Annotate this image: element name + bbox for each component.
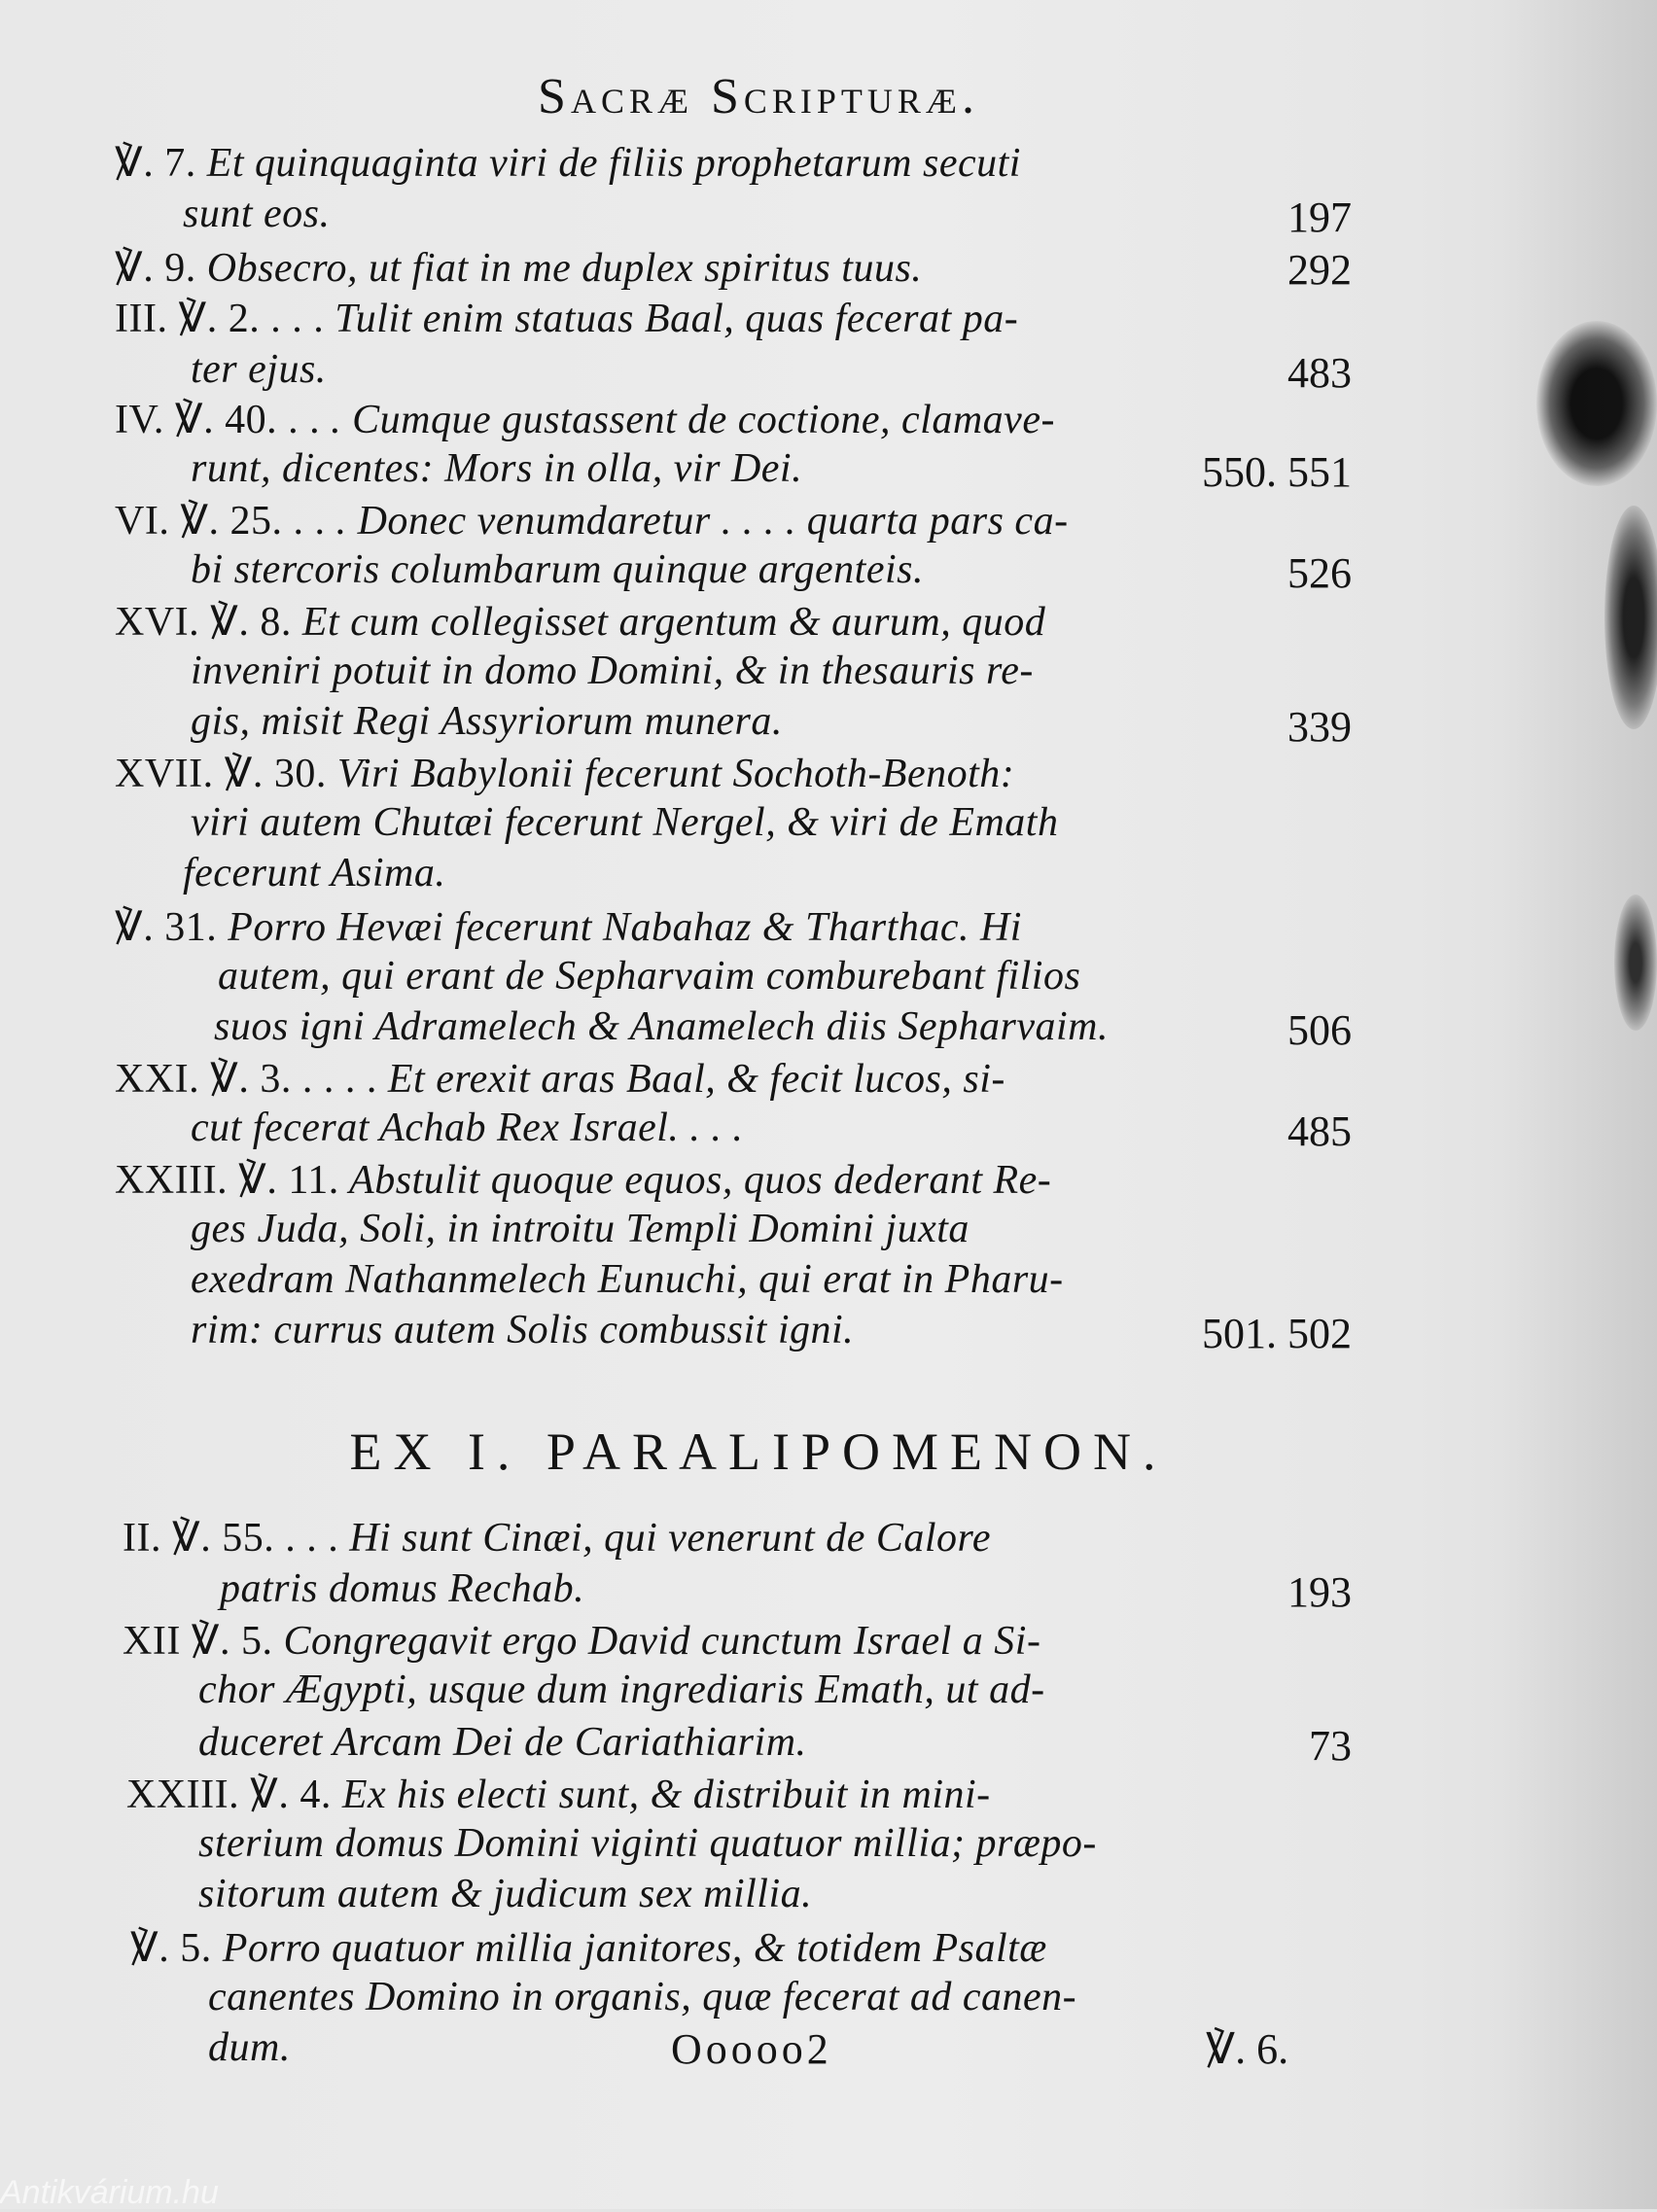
- verse-reference: II. ℣. 55. . . .: [123, 1516, 339, 1561]
- text-line: [220, 1565, 584, 1612]
- line-text: Et quinquaginta viri de filiis prophetarum secuti: [206, 141, 1021, 186]
- line-text: inveniri potuit in domo Domini, & in thesauris re-: [191, 649, 1034, 693]
- text-line: [123, 1616, 1040, 1665]
- page-number: 73: [1309, 1722, 1352, 1770]
- page-number: 485: [1287, 1107, 1352, 1155]
- line-text: Viri Babylonii fecerunt Sochoth-Benoth:: [336, 752, 1015, 796]
- line-text: sunt eos.: [183, 192, 331, 236]
- text-line: [183, 191, 331, 237]
- verse-reference: XXIII. ℣. 4.: [126, 1773, 332, 1817]
- line-text: sterium domus Domini viginti quatuor millia; præpo-: [198, 1821, 1097, 1866]
- text-line: [115, 496, 1069, 544]
- text-line: [218, 953, 1080, 1000]
- text-line: [115, 294, 1018, 342]
- text-line: [191, 1105, 743, 1151]
- verse-reference: IV. ℣. 40. . .: [115, 398, 321, 442]
- text-line: [115, 597, 1045, 646]
- line-text: cut fecerat Achab Rex Israel. . . .: [191, 1106, 744, 1150]
- watermark: Antikvárium.hu: [0, 2174, 219, 2211]
- line-text: chor Ægypti, usque dum ingrediaris Emath, ut ad-: [198, 1668, 1045, 1712]
- line-text: . Cumque gustassent de coctione, clamave-: [331, 398, 1055, 442]
- text-line: [191, 1256, 1064, 1303]
- text-line: [191, 445, 802, 492]
- line-text: runt, dicentes: Mors in olla, vir Dei.: [191, 446, 803, 491]
- line-text: Et erexit aras Baal, & fecit lucos, si-: [387, 1057, 1005, 1102]
- verse-reference: XXIII. ℣. 11.: [115, 1158, 339, 1203]
- line-text: Porro Hevæi fecerunt Nabahaz & Tharthac. Hi: [228, 905, 1022, 950]
- text-line: [123, 1513, 991, 1562]
- text-line: [191, 346, 327, 393]
- line-text: autem, qui erant de Sepharvaim comburebant filios: [218, 954, 1081, 999]
- text-line: [198, 1667, 1045, 1713]
- line-text: duceret Arcam Dei de Cariathiarim.: [198, 1720, 807, 1765]
- text-line: [126, 1770, 991, 1818]
- line-text: canentes Domino in organis, quæ fecerat ad canen-: [208, 1975, 1077, 2019]
- text-line: [191, 698, 783, 745]
- line-text: Congregavit ergo David cunctum Israel a Si-: [283, 1619, 1041, 1664]
- verse-reference: XII ℣. 5.: [123, 1619, 273, 1664]
- text-line: [191, 1307, 854, 1353]
- line-text: ges Juda, Soli, in introitu Templi Domini juxta: [191, 1207, 970, 1251]
- line-text: viri autem Chutæi fecerunt Nergel, & viri de Emath: [191, 800, 1059, 845]
- line-text: ter ejus.: [191, 347, 327, 392]
- verse-reference: XVII. ℣. 30.: [115, 752, 327, 796]
- line-text: Et cum collegisset argentum & aurum, quod: [301, 600, 1046, 645]
- text-line: [214, 1003, 1109, 1050]
- text-line: [115, 1054, 1005, 1103]
- text-line: [130, 1923, 1047, 1972]
- text-line: [191, 546, 924, 593]
- line-text: Hi sunt Cinæi, qui venerunt de Calore: [349, 1516, 991, 1561]
- catchword: ℣. 6.: [1206, 2025, 1289, 2073]
- running-head: Sacræ Scripturæ.: [538, 69, 979, 124]
- text-line: [198, 1871, 812, 1917]
- verse-reference: XVI. ℣. 8.: [115, 600, 292, 645]
- section-title: EX I. PARALIPOMENON.: [349, 1422, 1168, 1481]
- line-text: Tulit enim statuas Baal, quas fecerat pa-: [335, 297, 1019, 341]
- verse-reference: ℣. 7.: [115, 141, 196, 186]
- line-text: rim: currus autem Solis combussit igni.: [191, 1308, 855, 1352]
- line-text: Abstulit quoque equos, quos dederant Re-: [349, 1158, 1052, 1203]
- verse-reference: XXI. ℣. 3. . . . .: [115, 1057, 377, 1102]
- page-number: 550. 551: [1202, 448, 1352, 496]
- text-line: [208, 1974, 1076, 2020]
- line-text: suos igni Adramelech & Anamelech diis Sepharvaim.: [214, 1004, 1109, 1049]
- page-number: 193: [1287, 1568, 1352, 1616]
- verse-reference: VI. ℣. 25. . .: [115, 499, 326, 544]
- text-line: [115, 243, 922, 292]
- text-line: [115, 1155, 1051, 1204]
- verse-reference: III. ℣. 2. . . .: [115, 297, 325, 341]
- page-number: 292: [1287, 246, 1352, 294]
- line-text: Porro quatuor millia janitores, & totidem Psaltæ: [222, 1926, 1047, 1971]
- text-line: [115, 138, 1021, 187]
- text-line: [115, 749, 1014, 797]
- text-line: [191, 1206, 970, 1252]
- text-line: [191, 799, 1058, 846]
- line-text: fecerunt Asima.: [183, 851, 446, 895]
- line-text: dum.: [208, 2025, 291, 2070]
- text-line: [198, 1820, 1097, 1867]
- page-number: 197: [1287, 193, 1352, 241]
- page-number: 483: [1287, 349, 1352, 397]
- page-number: 506: [1287, 1006, 1352, 1054]
- line-text: . Donec venumdaretur . . . . quarta pars ca-: [335, 499, 1069, 544]
- page-number: 501. 502: [1202, 1310, 1352, 1357]
- text-line: [183, 850, 445, 896]
- page-shadow: [1498, 0, 1657, 2209]
- text-line: [115, 902, 1022, 951]
- verse-reference: ℣. 9.: [115, 246, 196, 291]
- line-text: patris domus Rechab.: [220, 1566, 585, 1611]
- line-text: gis, misit Regi Assyriorum munera.: [191, 699, 783, 744]
- line-text: exedram Nathanmelech Eunuchi, qui erat in Pharu-: [191, 1257, 1064, 1302]
- line-text: bi stercoris columbarum quinque argenteis.: [191, 547, 924, 592]
- line-text: Obsecro, ut fiat in me duplex spiritus tuus.: [206, 246, 923, 291]
- verse-reference: ℣. 5.: [130, 1926, 212, 1971]
- page-number: 339: [1287, 703, 1352, 751]
- line-text: sitorum autem & judicum sex millia.: [198, 1872, 813, 1916]
- page-number: 526: [1287, 549, 1352, 597]
- text-line: [198, 1719, 807, 1766]
- verse-reference: ℣. 31.: [115, 905, 218, 950]
- line-text: Ex his electi sunt, & distribuit in mini-: [341, 1773, 991, 1817]
- text-line: [115, 395, 1055, 443]
- text-line: [191, 648, 1034, 694]
- text-line: [208, 2024, 291, 2071]
- signature-mark: Ooooo2: [671, 2025, 832, 2073]
